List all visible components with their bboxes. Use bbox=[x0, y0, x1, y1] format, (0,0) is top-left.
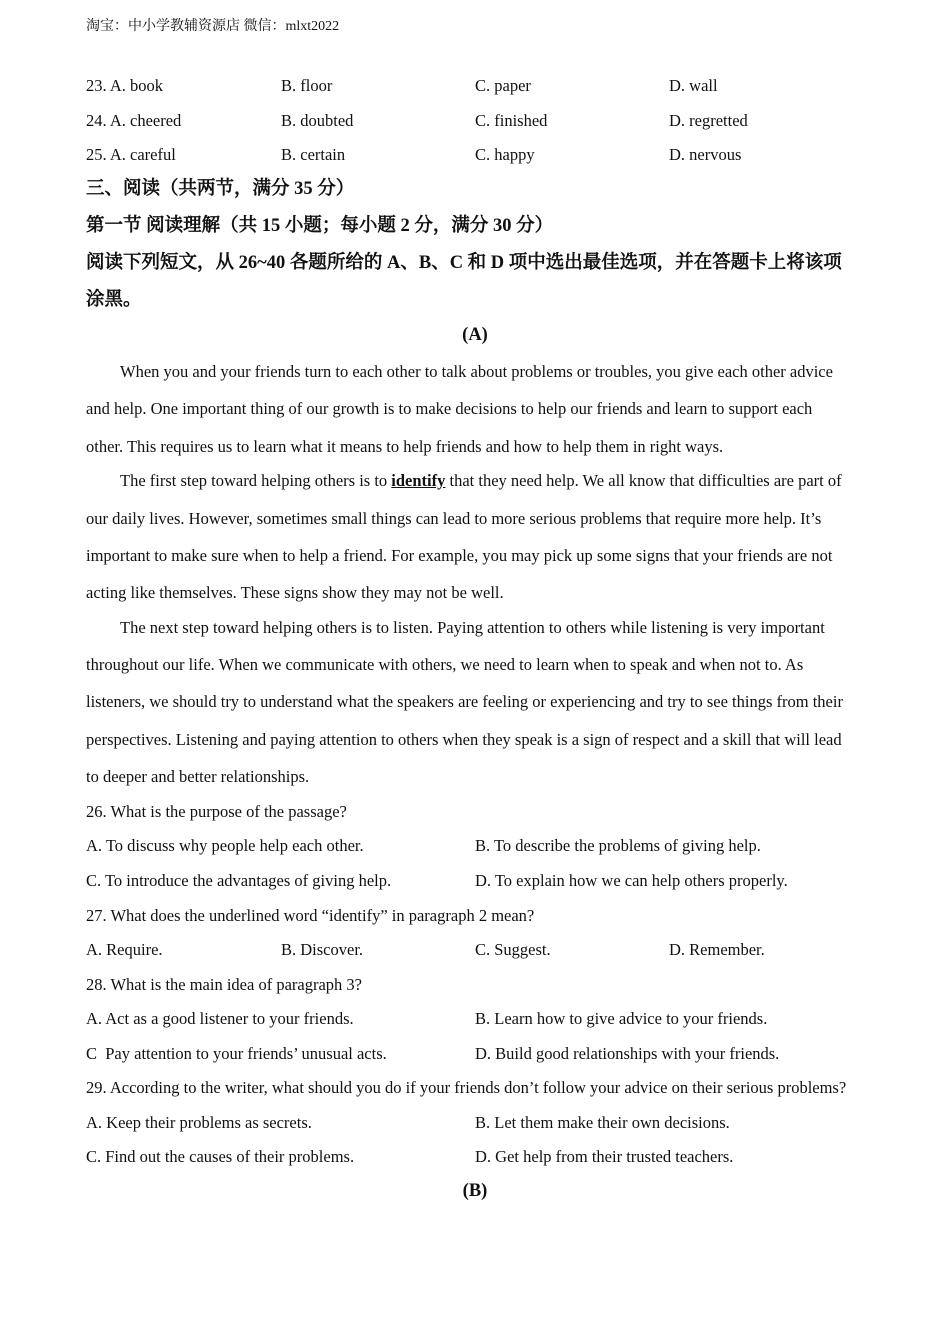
passage-a-label: (A) bbox=[462, 325, 488, 345]
option-24-c: C. finished bbox=[475, 111, 548, 130]
passage-a-text: The first step toward helping others is to bbox=[120, 471, 392, 490]
option-24-b: B. doubted bbox=[281, 111, 354, 130]
option-23-d: D. wall bbox=[669, 76, 718, 95]
option-23-a: 23. A. book bbox=[86, 76, 164, 95]
option-25-d: D. nervous bbox=[669, 145, 742, 164]
passage-a-line: perspectives. Listening and paying attention to others when they speak is a sign of respect and a skill that will lead bbox=[86, 730, 842, 749]
question-27-stem: 27. What does the underlined word “identify” in paragraph 2 mean? bbox=[86, 906, 535, 925]
section-instruction-line2: 涂黑。 bbox=[86, 290, 142, 310]
question-27-option-d: D. Remember. bbox=[669, 940, 765, 959]
passage-a-line: When you and your friends turn to each other to talk about problems or troubles, you give each other advice bbox=[120, 362, 833, 381]
option-25-c: C. happy bbox=[475, 145, 535, 164]
option-25-a: 25. A. careful bbox=[86, 145, 176, 164]
question-27-option-a: A. Require. bbox=[86, 940, 163, 959]
passage-a-line: and help. One important thing of our growth is to make decisions to help our friends and learn to support each bbox=[86, 399, 813, 418]
section-title: 三、阅读（共两节，满分 35 分） bbox=[86, 179, 355, 199]
question-26-option-a: A. To discuss why people help each other. bbox=[86, 836, 364, 855]
question-26-option-c: C. To introduce the advantages of giving help. bbox=[86, 871, 392, 890]
passage-b-label: (B) bbox=[462, 1181, 488, 1201]
question-29-option-b: B. Let them make their own decisions. bbox=[475, 1113, 730, 1132]
passage-a-line: other. This requires us to learn what it means to help friends and how to help them in right ways. bbox=[86, 437, 724, 456]
question-28-option-d: D. Build good relationships with your friends. bbox=[475, 1044, 780, 1063]
page-header: 淘宝：中小学教辅资源店 微信：mlxt2022 bbox=[86, 19, 340, 34]
passage-a-line: The next step toward helping others is to listen. Paying attention to others while listening is very important bbox=[120, 618, 825, 637]
question-28-option-a: A. Act as a good listener to your friends. bbox=[86, 1009, 354, 1028]
option-23-b: B. floor bbox=[281, 76, 333, 95]
question-27-option-c: C. Suggest. bbox=[475, 940, 551, 959]
question-26-option-b: B. To describe the problems of giving help. bbox=[475, 836, 761, 855]
question-29-option-a: A. Keep their problems as secrets. bbox=[86, 1113, 312, 1132]
passage-a-line: to deeper and better relationships. bbox=[86, 767, 310, 786]
option-24-d: D. regretted bbox=[669, 111, 748, 130]
question-29-stem: 29. According to the writer, what should you do if your friends don’t follow your advice on their serious problems? bbox=[86, 1078, 847, 1097]
option-24-a: 24. A. cheered bbox=[86, 111, 182, 130]
question-28-stem: 28. What is the main idea of paragraph 3? bbox=[86, 975, 362, 994]
question-28-option-c: C Pay attention to your friends’ unusual acts. bbox=[86, 1044, 387, 1063]
passage-a-line: important to make sure when to help a friend. For example, you may pick up some signs that your friends are not bbox=[86, 546, 833, 565]
question-29-option-c: C. Find out the causes of their problems. bbox=[86, 1147, 355, 1166]
passage-a-line bbox=[120, 471, 842, 491]
question-29-option-d: D. Get help from their trusted teachers. bbox=[475, 1147, 734, 1166]
option-23-c: C. paper bbox=[475, 76, 531, 95]
passage-a-text: that they need help. We all know that difficulties are part of bbox=[445, 471, 842, 490]
passage-a-line: throughout our life. When we communicate with others, we need to learn when to speak and when not to. As bbox=[86, 655, 804, 674]
option-25-b: B. certain bbox=[281, 145, 346, 164]
passage-a-line: acting like themselves. These signs show they may not be well. bbox=[86, 583, 504, 602]
underlined-word: identify bbox=[391, 471, 446, 490]
question-27-option-b: B. Discover. bbox=[281, 940, 364, 959]
question-28-option-b: B. Learn how to give advice to your friends. bbox=[475, 1009, 768, 1028]
question-26-option-d: D. To explain how we can help others properly. bbox=[475, 871, 788, 890]
question-26-stem: 26. What is the purpose of the passage? bbox=[86, 802, 347, 821]
passage-a-line: listeners, we should try to understand what the speakers are feeling or experiencing and try to see things from their bbox=[86, 692, 843, 711]
passage-a-line: our daily lives. However, sometimes small things can lead to more serious problems that require more help. It’s bbox=[86, 509, 822, 528]
section-instruction-line1: 阅读下列短文，从 26~40 各题所给的 A、B、C 和 D 项中选出最佳选项，并在答题卡上将该项 bbox=[86, 253, 842, 273]
section-subtitle: 第一节 阅读理解（共 15 小题；每小题 2 分，满分 30 分） bbox=[86, 216, 554, 236]
